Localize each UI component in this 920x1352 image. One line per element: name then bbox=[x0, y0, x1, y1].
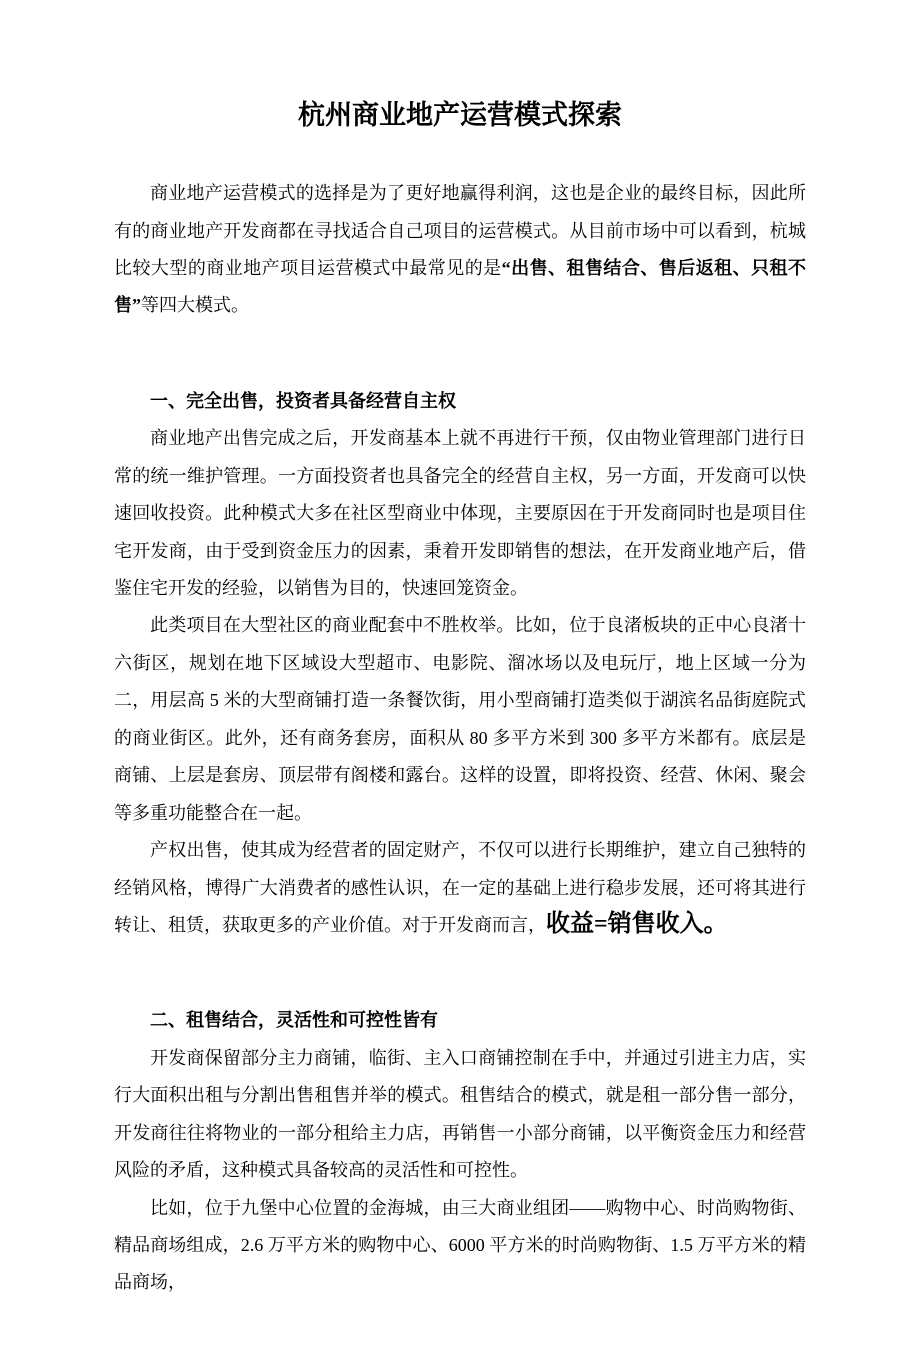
section-2-paragraph-1: 开发商保留部分主力商铺，临街、主入口商铺控制在手中，并通过引进主力店，实行大面积出租与分割出售租售并举的模式。租售结合的模式，就是租一部分售一部分，开发商往往将物业的一部分租给主力店，再销售一小部分商铺，以平衡资金压力和经营风险的矛盾，这种模式具备较高的灵活性和可控性。 bbox=[114, 1047, 806, 1181]
section-heading-1: 一、完全出售，投资者具备经营自主权 bbox=[150, 390, 456, 411]
section-1-paragraph-2: 此类项目在大型社区的商业配套中不胜枚举。比如，位于良渚板块的正中心良渚十六街区，规划在地下区域设大型超市、电影院、溜冰场以及电玩厅，地上区域一分为二，用层高 5 米的大型商铺打造一条餐饮街，用小型商铺打造类似于湖滨名品街庭院式的商业街区。此外，还有商务套房，面积从 80 多平方米到 300 多平方米都有。底层是商铺、上层是套房、顶层带有阁楼和露台。这样的设置，即将投资、经营、休闲、聚会等多重功能整合在一起。 bbox=[114, 615, 806, 823]
text-run: 商业地产运营模式的选择是为了更好地赢得利润，这也是企业的最终目标，因此所有的商业地产开发商都在寻找适合自己项目的运营模式。从目前市场中可以看到，杭城比较大型的商业地产项目运营模式中最常见的是 bbox=[114, 183, 806, 278]
section-1-paragraph-3 bbox=[114, 832, 806, 944]
intro-paragraph bbox=[114, 175, 806, 325]
text-run: 产权出售，使其成为经营者的固定财产，不仅可以进行长期维护，建立自己独特的经销风格，博得广大消费者的感性认识，在一定的基础上进行稳步发展，还可将其进行转让、租赁，获取更多的产业价值。对于开发商而言， bbox=[114, 840, 806, 935]
document-title: 杭州商业地产运营模式探索 bbox=[298, 100, 622, 130]
bold-run-operation-modes: “出售、租售结合、售后返租、只租不售” bbox=[114, 257, 807, 316]
text-run: 等四大模式。 bbox=[141, 295, 249, 316]
section-2-paragraph-2: 比如，位于九堡中心位置的金海城，由三大商业组团——购物中心、时尚购物街、精品商场组成，2.6 万平方米的购物中心、6000 平方米的时尚购物街、1.5 万平方米的精品商场， bbox=[114, 1197, 806, 1293]
section-heading-2: 二、租售结合，灵活性和可控性皆有 bbox=[150, 1010, 438, 1031]
revenue-formula: 收益=销售收入。 bbox=[546, 910, 728, 937]
section-1-paragraph-1: 商业地产出售完成之后，开发商基本上就不再进行干预，仅由物业管理部门进行日常的统一维护管理。一方面投资者也具备完全的经营自主权，另一方面，开发商可以快速回收投资。此种模式大多在社区型商业中体现，主要原因在于开发商同时也是项目住宅开发商，由于受到资金压力的因素，秉着开发即销售的想法，在开发商业地产后，借鉴住宅开发的经验，以销售为目的，快速回笼资金。 bbox=[114, 428, 806, 599]
